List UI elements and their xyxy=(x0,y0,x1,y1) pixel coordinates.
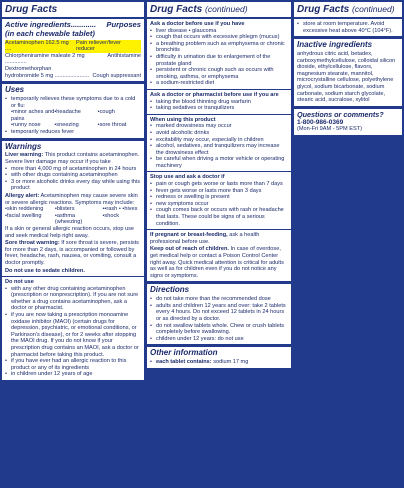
list-item: • a sodium-restricted diet xyxy=(150,80,288,87)
active-ingredients-box xyxy=(2,2,144,81)
list-item: • pain or cough gets worse or lasts more than 7 days xyxy=(150,181,288,188)
ingredient-row: Dextromethorphan xyxy=(5,66,52,73)
list-item: • liver disease • glaucoma xyxy=(150,28,288,35)
directions-box xyxy=(147,284,291,344)
list-item: • a breathing problem such as emphysema or chronic bronchitis xyxy=(150,41,288,54)
questions-box xyxy=(294,109,402,135)
sedate-warning: Do not use to sedate children. xyxy=(5,267,85,274)
list-item: • adults and children 12 years and over: take 2 tablets every 4 hours. Do not exceed 12 tablets in 24 hours or as directed by a doctor. xyxy=(150,303,288,323)
uses-fever: • temporarily reduces fever xyxy=(5,129,141,136)
do-not-use-title: Do not use xyxy=(5,279,34,286)
column-1 xyxy=(2,2,144,486)
active-subheader: (in each chewable tablet) xyxy=(5,29,95,39)
list-item: • marked drowsiness may occur xyxy=(150,123,288,130)
ask-doctor-title: Ask a doctor before use if you have xyxy=(150,21,245,27)
list-item: • if you are now taking a prescription monoamine oxidase inhibitor (MAOI) (certain drugs for depression, psychiatric, or emotional conditions, or Parkinson's disease), or for 2 weeks after stopping the MAOI drug. If you do not know if your prescription drug contains an MAOI, ask a doctor or pharmacist before taking this product. xyxy=(5,312,141,358)
ingredient-row: Chlorpheniramine maleate 2 mg .............. Antihistamine xyxy=(5,52,141,66)
list-item: • taking sedatives or tranquilizers xyxy=(150,105,288,112)
warnings-title: Warnings xyxy=(5,141,42,151)
list-item: • be careful when driving a motor vehicle or operating machinery xyxy=(150,156,288,169)
drug-facts-title: Drug Facts xyxy=(150,4,203,15)
inactive-title: Inactive ingredients xyxy=(297,40,373,50)
other-info-title: Other information xyxy=(150,348,218,358)
list-item: • 3 or more alcoholic drinks every day while using this product xyxy=(5,179,141,192)
storage-box: Drug Facts (continued) • store at room temperature. Avoid excessive heat above 40°C (104°F). xyxy=(294,2,402,36)
list-item: • with other drugs containing acetaminophen xyxy=(5,172,141,179)
liver-warning: Liver warning: This product contains acetaminophen. Severe liver damage may occur if you take xyxy=(5,152,140,165)
list-item: • more than 4,000 mg of acetaminophen in 24 hours xyxy=(5,166,141,173)
list-item: • fever gets worse or lasts more than 3 days xyxy=(150,188,288,195)
inactive-ingredients-box xyxy=(294,39,402,106)
inactive-list: anhydrous citric acid, betadex, carboxymethylcellulose, colloidal silicon dioxide, ethylcellulose, flavors, magnesium stearate, mannitol, microcrystalline cellulose, polyethylene glycol, sodium bicarbonate, sodium carbonate, sodium starch glycolate, stearic acid, sucralose, xylitol xyxy=(297,50,396,104)
drug-facts-panel xyxy=(2,2,402,486)
list-item: • children under 12 years: do not use xyxy=(150,336,288,343)
storage-instruction: • store at room temperature. Avoid excessive heat above 40°C (104°F). xyxy=(297,21,399,34)
uses-title: Uses xyxy=(5,85,25,95)
warnings-box xyxy=(2,141,144,380)
list-item: • persistent or chronic cough such as occurs with smoking, asthma, or emphysema xyxy=(150,67,288,80)
list-item: • taking the blood thinning drug warfarin xyxy=(150,99,288,106)
keep-out-of-reach: Keep out of reach of children. In case of overdose, get medical help or contact a Poison Control Center right away. Quick medical attention is critical for adults as well as for children even if you do not notice any signs or symptoms. xyxy=(150,246,284,279)
ask-pharmacist-title: Ask a doctor or pharmacist before use if you are xyxy=(150,91,279,98)
list-item: • difficulty in urination due to enlargement of the prostate gland xyxy=(150,54,288,67)
list-item: • excitability may occur, especially in children xyxy=(150,137,288,144)
phone-number: 1-800-986-0369 xyxy=(297,118,344,126)
allergy-alert: Allergy alert: Acetaminophen may cause severe skin or severe allergic reactions. Symptoms may include: xyxy=(5,192,138,206)
list-item: • do not take more than the recommended dose xyxy=(150,296,288,303)
list-item: • with any other drug containing acetaminophen (prescription or nonprescription). If you are not sure whether a drug contains acetaminophen, ask a doctor or pharmacist. xyxy=(5,286,141,312)
list-item: • avoid alcoholic drinks xyxy=(150,130,288,137)
drug-facts-title: Drug Facts xyxy=(297,4,350,15)
sore-throat-warning: Sore throat warning: If sore throat is severe, persists for more than 2 days, is accompanied or followed by fever, headache, rash, nausea, or vomiting, consult a doctor promptly. xyxy=(5,240,139,266)
list-item: • each tablet contains: sodium 17 mg xyxy=(150,359,288,366)
drug-facts-title: Drug Facts xyxy=(5,4,58,15)
hours: (Mon-Fri 9AM - 5PM EST) xyxy=(297,126,362,133)
list-item: • do not swallow tablets whole. Chew or crush tablets completely before swallowing. xyxy=(150,323,288,336)
other-info-box xyxy=(147,347,291,367)
list-item: • if you have ever had an allergic reaction to this product or any of its ingredients xyxy=(5,358,141,371)
list-item: • alcohol, sedatives, and tranquilizers may increase the drowsiness effect xyxy=(150,143,288,156)
questions-title: Questions or comments? xyxy=(297,109,384,119)
ingredient-row: Acetaminophen 162.5 mg .... Pain reliever/fever reducer xyxy=(5,40,141,53)
column-2 xyxy=(147,2,291,486)
list-item: • cough that occurs with excessive phlegm (mucus) xyxy=(150,34,288,41)
uses-symptoms: • minor aches and pains • headache • cough • runny nose • sneezing • sore throat xyxy=(5,109,141,129)
continued-box: Drug Facts (continued) Ask a doctor before use if you have • liver disease • glaucoma • cough that occurs with excessive phlegm (mucus) • a breathing problem such as emphysema or chronic bronchitis • difficulty in urination due to enlargement of the prostate gland • persistent or chronic cough such as occurs with smoking, asthma, or emphysema • a sodium-restricted diet Ask a doctor or pharmacist before use if you are • taking the blood thinning drug warfarin • taking sedatives or tranquilizers When using this product • marked drowsiness may occur • avoid alcoholic drinks • excitability may occur, especially in children • alcohol, sedatives, and tranquilizers may increase the drowsiness effect • be careful when driving a motor vehicle or operating machinery Stop use and ask a doctor if • pain or cough gets worse or lasts more than 7 days • fever gets worse or lasts more than 3 days • redness or swelling is present • new symptoms occur • cough comes back or occurs with rash or headache that lasts. These could be signs of a serious condition. If pregnant or breast-feeding, ask a health professional before use. Keep out of reach of children. In case of overdose, get medical help or contact a Poison Control Center right away. Quick medical attention is critical for adults as well as for children even if you do not notice any signs or symptoms. xyxy=(147,2,291,281)
list-item: • redness or swelling is present xyxy=(150,194,288,201)
directions-title: Directions xyxy=(150,285,190,295)
uses-box xyxy=(2,84,144,137)
allergy-after: If a skin or general allergic reaction occurs, stop use and seek medical help right away. xyxy=(5,225,135,239)
allergy-symptoms: • skin reddening • blisters • • rash • • hives • facial swelling • asthma (wheezing) • shock xyxy=(5,206,141,226)
list-item: • cough comes back or occurs with rash or headache that lasts. These could be signs of a serious condition. xyxy=(150,207,288,227)
list-item: • new symptoms occur xyxy=(150,201,288,208)
ingredient-row: hydrobromide 5 mg ...................... Cough suppressant xyxy=(5,72,141,79)
uses-intro: • temporarily relieves these symptoms due to a cold or flu: xyxy=(5,96,141,109)
list-item: • in children under 12 years of age xyxy=(5,371,141,378)
when-using-title: When using this product xyxy=(150,116,216,123)
column-3 xyxy=(294,2,402,486)
stop-use-title: Stop use and ask a doctor if xyxy=(150,174,225,181)
pregnancy-warning: If pregnant or breast-feeding, ask a health professional before use. xyxy=(150,232,260,245)
active-ingredients-header: Active ingredients............ Purposes xyxy=(5,20,141,29)
